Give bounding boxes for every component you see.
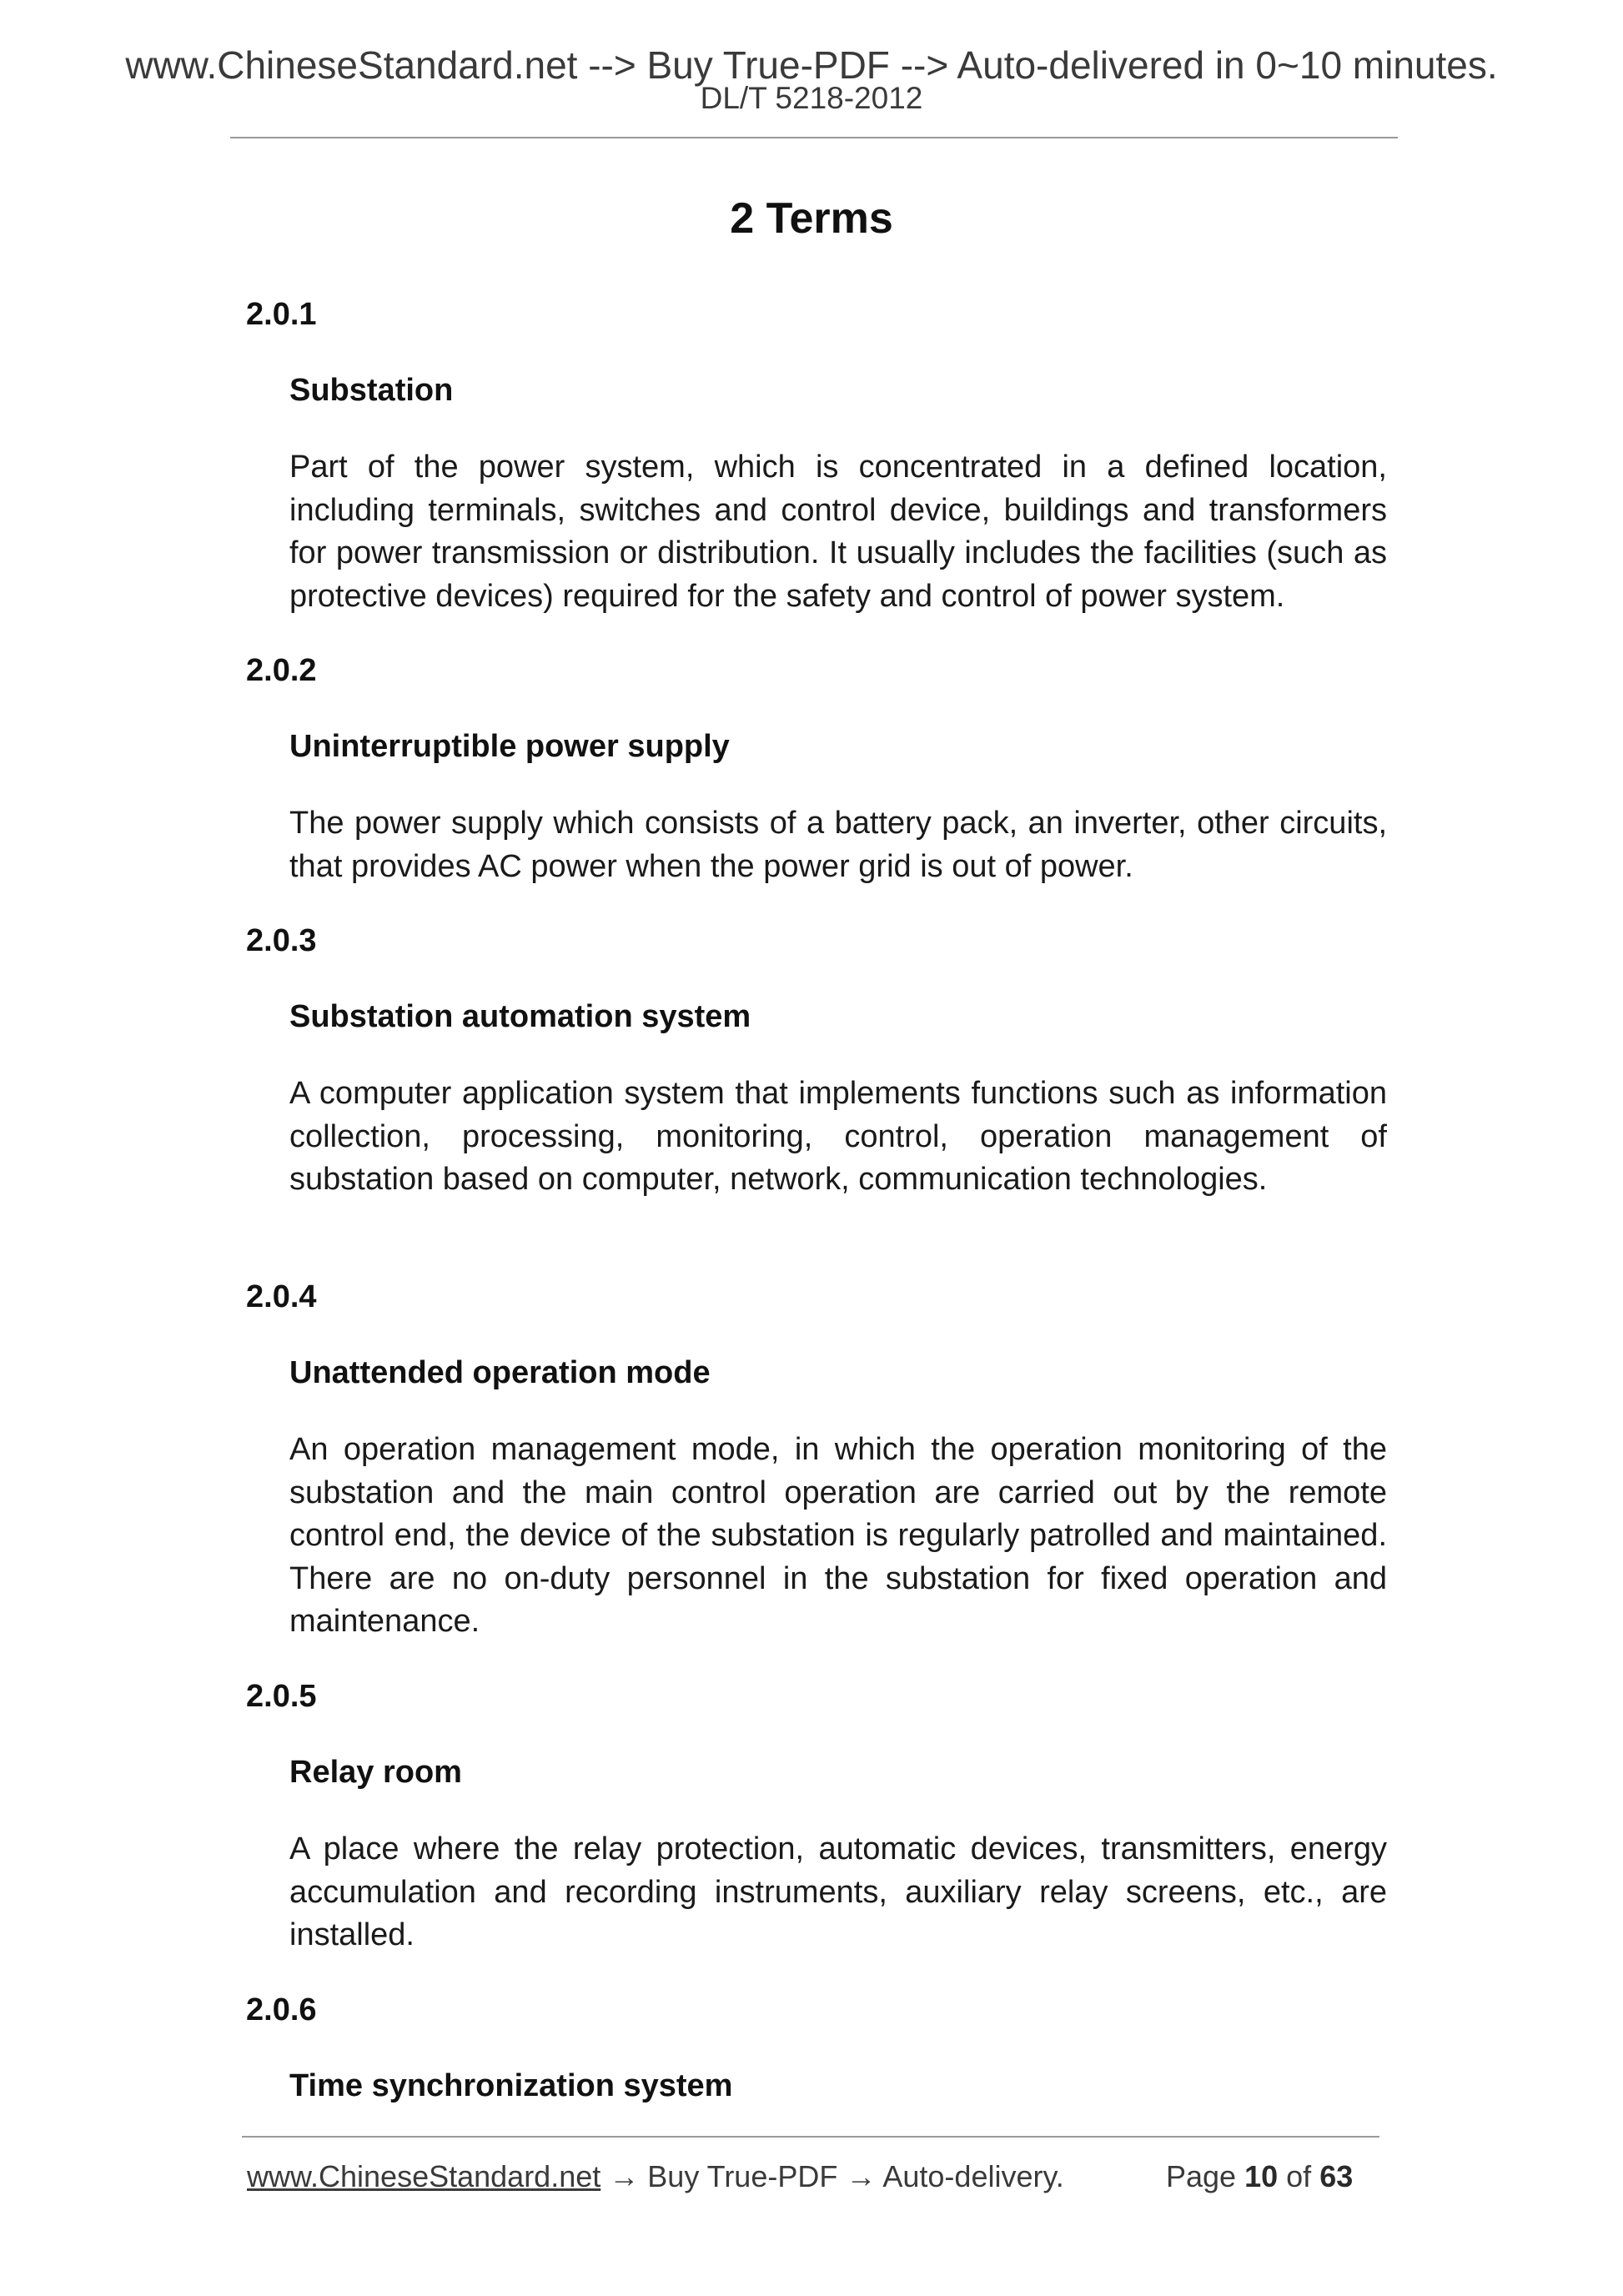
term-definition-relay-room: A place where the relay protection, automatic devices, transmitters, energy accumulation and recording instruments, auxiliary relay screens, etc., are installed. bbox=[289, 1831, 1387, 1952]
chapter-title: 2 Terms bbox=[730, 194, 893, 243]
term-definition-substation-automation-system: A computer application system that implements functions such as information collection, processing, monitoring, control, operation management of substation based on computer, network, communication technologies. bbox=[289, 1076, 1387, 1197]
term-name-uninterruptible-power-supply: Uninterruptible power supply bbox=[289, 729, 730, 764]
footer-site-link[interactable]: www.ChineseStandard.net bbox=[247, 2159, 601, 2193]
page-number: 10 bbox=[1244, 2159, 1279, 2193]
term-name-substation-automation-system: Substation automation system bbox=[289, 999, 751, 1034]
term-number-2-0-3: 2.0.3 bbox=[246, 923, 317, 958]
footer-divider bbox=[242, 2136, 1379, 2138]
term-definition-substation: Part of the power system, which is concentrated in a defined location, including terminals, switches and control device, buildings and transformers for power transmission or distribution. It usually includes the facilities (such as protective devices) required for the safety and control of power system. bbox=[289, 450, 1387, 614]
page-label: Page bbox=[1166, 2159, 1237, 2193]
footer-buy-text: Buy True-PDF bbox=[647, 2159, 838, 2193]
footer-delivery-text: Auto-delivery. bbox=[882, 2159, 1064, 2193]
footer-promo bbox=[247, 2158, 1064, 2195]
term-number-2-0-1: 2.0.1 bbox=[246, 297, 317, 332]
term-name-unattended-operation-mode: Unattended operation mode bbox=[289, 1355, 711, 1390]
top-banner[interactable]: www.ChineseStandard.net --> Buy True-PDF --> Auto-delivered in 0~10 minutes. bbox=[125, 43, 1498, 87]
term-definition-unattended-operation-mode: An operation management mode, in which the operation monitoring of the substation and the main control operation are carried out by the remote control end, the device of the substation is regularly patrolled and maintained. There are no on-duty personnel in the substation for fixed operation and maintenance. bbox=[289, 1432, 1387, 1639]
term-name-substation: Substation bbox=[289, 373, 454, 408]
page-total: 63 bbox=[1319, 2159, 1354, 2193]
header-divider bbox=[230, 137, 1398, 138]
term-definition-uninterruptible-power-supply: The power supply which consists of a battery pack, an inverter, other circuits, that provides AC power when the power grid is out of power. bbox=[289, 806, 1387, 884]
arrow-right-icon: → bbox=[846, 2159, 877, 2193]
term-number-2-0-4: 2.0.4 bbox=[246, 1279, 317, 1314]
term-name-relay-room: Relay room bbox=[289, 1755, 462, 1790]
page-indicator bbox=[1166, 2158, 1353, 2195]
term-number-2-0-6: 2.0.6 bbox=[246, 1992, 317, 2027]
document-code: DL/T 5218-2012 bbox=[700, 81, 923, 115]
term-number-2-0-5: 2.0.5 bbox=[246, 1679, 317, 1714]
term-number-2-0-2: 2.0.2 bbox=[246, 653, 317, 688]
arrow-right-icon: → bbox=[609, 2159, 640, 2193]
term-name-time-synchronization-system: Time synchronization system bbox=[289, 2068, 733, 2103]
of-label: of bbox=[1286, 2159, 1312, 2193]
